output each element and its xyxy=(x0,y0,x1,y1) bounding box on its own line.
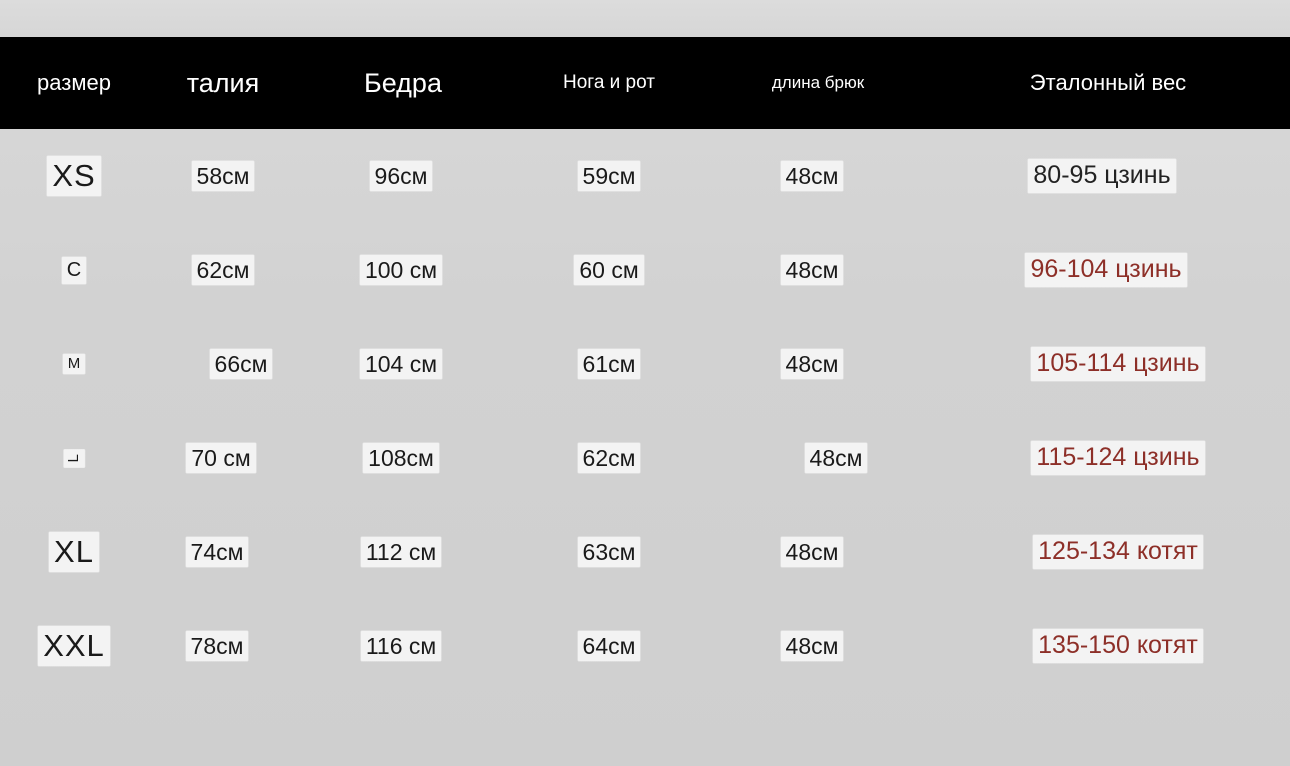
table-row xyxy=(0,411,1290,505)
cell-size xyxy=(0,129,148,223)
table-body xyxy=(0,129,1290,693)
cell-pant-length xyxy=(710,505,926,599)
cell-reference-weight xyxy=(926,505,1290,599)
pant-length-value: 48см xyxy=(781,631,844,662)
table-row xyxy=(0,317,1290,411)
cell-reference-weight xyxy=(926,129,1290,223)
cell-waist xyxy=(148,599,298,693)
leg-opening-value: 63см xyxy=(578,537,641,568)
cell-pant-length xyxy=(710,411,926,505)
cell-size xyxy=(0,223,148,317)
table-row xyxy=(0,129,1290,223)
hips-value: 100 см xyxy=(360,255,442,286)
cell-size xyxy=(0,599,148,693)
size-value: XXL xyxy=(38,626,110,667)
table-header-row xyxy=(0,37,1290,129)
cell-waist xyxy=(148,129,298,223)
waist-value: 78см xyxy=(186,631,249,662)
top-margin-strip xyxy=(0,0,1290,37)
hips-value: 108см xyxy=(363,443,439,474)
cell-reference-weight xyxy=(926,411,1290,505)
column-header-size: размер xyxy=(37,70,111,95)
column-header-waist: талия xyxy=(186,67,260,98)
leg-opening-value: 59см xyxy=(578,161,641,192)
column-header-pant-length: длина брюк xyxy=(771,73,865,92)
size-value: XL xyxy=(49,532,99,573)
hips-value: 96см xyxy=(370,161,433,192)
cell-reference-weight xyxy=(926,599,1290,693)
table-row xyxy=(0,505,1290,599)
waist-value: 70 см xyxy=(186,443,255,474)
reference-weight-value: 105-114 цзинь xyxy=(1031,347,1204,380)
cell-waist xyxy=(148,317,298,411)
cell-pant-length xyxy=(710,129,926,223)
pant-length-value: 48см xyxy=(781,537,844,568)
reference-weight-value: 135-150 котят xyxy=(1033,629,1203,662)
cell-leg-opening xyxy=(508,223,710,317)
leg-opening-value: 61см xyxy=(578,349,641,380)
pant-length-value: 48см xyxy=(805,443,868,474)
cell-leg-opening xyxy=(508,411,710,505)
reference-weight-value: 115-124 цзинь xyxy=(1031,441,1204,474)
leg-opening-value: 60 см xyxy=(574,255,643,286)
pant-length-value: 48см xyxy=(781,255,844,286)
waist-value: 58см xyxy=(192,161,255,192)
column-header-hips: Бедра xyxy=(364,67,442,98)
pant-length-value: 48см xyxy=(781,349,844,380)
cell-leg-opening xyxy=(508,505,710,599)
cell-hips xyxy=(298,411,508,505)
cell-leg-opening xyxy=(508,599,710,693)
size-value: XS xyxy=(47,156,100,197)
cell-reference-weight xyxy=(926,317,1290,411)
cell-waist xyxy=(148,411,298,505)
column-header-reference-weight: Эталонный вес xyxy=(1029,70,1187,95)
cell-pant-length xyxy=(710,599,926,693)
pant-length-value: 48см xyxy=(781,161,844,192)
hips-value: 116 см xyxy=(361,631,441,662)
waist-value: 66см xyxy=(210,349,273,380)
leg-opening-value: 64см xyxy=(578,631,641,662)
cell-leg-opening xyxy=(508,129,710,223)
size-value: C xyxy=(62,257,86,284)
cell-waist xyxy=(148,505,298,599)
hips-value: 104 см xyxy=(360,349,442,380)
cell-hips xyxy=(298,599,508,693)
waist-value: 62см xyxy=(192,255,255,286)
cell-size xyxy=(0,411,148,505)
cell-leg-opening xyxy=(508,317,710,411)
cell-hips xyxy=(298,223,508,317)
leg-opening-value: 62см xyxy=(578,443,641,474)
cell-waist xyxy=(148,223,298,317)
cell-reference-weight xyxy=(926,223,1290,317)
cell-hips xyxy=(298,317,508,411)
cell-size xyxy=(0,317,148,411)
reference-weight-value: 80-95 цзинь xyxy=(1028,159,1175,192)
cell-hips xyxy=(298,129,508,223)
cell-hips xyxy=(298,505,508,599)
size-value: M xyxy=(63,354,86,375)
table-row xyxy=(0,223,1290,317)
hips-value: 112 см xyxy=(361,537,441,568)
cell-pant-length xyxy=(710,317,926,411)
cell-pant-length xyxy=(710,223,926,317)
reference-weight-value: 125-134 котят xyxy=(1033,535,1203,568)
waist-value: 74см xyxy=(186,537,249,568)
size-value: L xyxy=(64,449,85,467)
reference-weight-value: 96-104 цзинь xyxy=(1025,253,1186,286)
cell-size xyxy=(0,505,148,599)
table-row xyxy=(0,599,1290,693)
column-header-leg-opening: Нога и рот xyxy=(563,72,655,93)
